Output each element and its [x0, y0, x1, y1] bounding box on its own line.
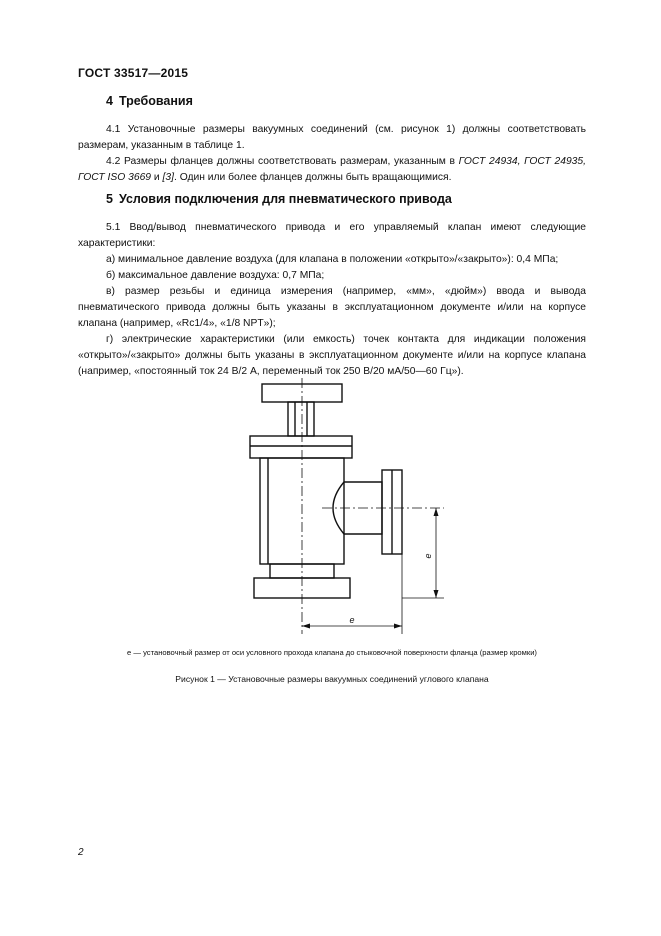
bonnet-flange	[250, 436, 352, 458]
paragraph-4-2-bibliography-ref: [3]	[162, 172, 174, 183]
valve-stem	[288, 402, 314, 436]
paragraph-4-2	[78, 154, 586, 186]
paragraph-4-1-text: 4.1 Установочные размеры вакуумных соединений (см. рисунок 1) должны соответствовать размерам, указанным в таблице 1.	[78, 124, 586, 151]
paragraph-4-1	[78, 122, 586, 154]
figure-note: e — установочный размер от оси условного прохода клапана до стыковочной поверхности фланца (размер кромки)	[127, 648, 537, 657]
paragraph-4-2-text-c: . Один или более фланцев должны быть вращающимися.	[173, 172, 452, 183]
list-item-c	[78, 284, 586, 332]
list-item-c-text: в) размер резьбы и единица измерения (например, «мм», «дюйм») ввода и вывода пневматического привода должны быть указаны в эксплуатационном документе и/или на корпусе клапана (например, «Rc1/4», «1/8 NPT»);	[78, 286, 586, 329]
paragraph-5-1	[78, 220, 586, 252]
list-item-d	[78, 332, 586, 380]
list-item-b-text: б) максимальное давление воздуха: 0,7 МПа;	[106, 270, 325, 281]
section-4-title: Требования	[118, 94, 193, 108]
angle-valve-drawing	[230, 378, 450, 636]
section-5-number: 5	[106, 192, 113, 206]
document-header: ГОСТ 33517—2015	[78, 66, 189, 80]
vertical-dimension-label: e	[423, 553, 433, 559]
paragraph-4-2-text-b: и	[151, 172, 163, 183]
paragraph-4-2-text-a: 4.2 Размеры фланцев должны соответствовать размерам, указанным в	[106, 156, 459, 167]
section-5-title: Условия подключения для пневматического привода	[118, 192, 452, 206]
list-item-d-text: г) электрические характеристики (или емкость) точек контакта для индикации положения «открыто»/«закрыто» должны быть указаны в эксплуатационном документе и/или на корпусе клапана (например, «постоянный ток 24 В/2 А, переменный ток 250 В/20 мА/50—60 Гц»).	[78, 334, 586, 377]
horizontal-dimension-label: e	[349, 615, 355, 625]
figure-caption: Рисунок 1 — Установочные размеры вакуумных соединений углового клапана	[175, 674, 489, 684]
list-item-a-text: а) минимальное давление воздуха (для клапана в положении «открыто»/«закрыто»): 0,4 МПа;	[106, 254, 559, 265]
list-item-b	[78, 268, 586, 284]
section-5-heading	[106, 192, 452, 206]
paragraph-5-1-text: 5.1 Ввод/вывод пневматического привода и его управляемый клапан имеют следующие характеристики:	[78, 222, 586, 249]
list-item-a	[78, 252, 586, 268]
page-number: 2	[78, 847, 84, 858]
section-4-number: 4	[106, 94, 113, 108]
section-4-heading	[106, 94, 193, 108]
paragraph-4-2-standards-ref: ГОСТ 24934, ГОСТ 24935, ГОСТ ISO 3669	[78, 156, 586, 183]
